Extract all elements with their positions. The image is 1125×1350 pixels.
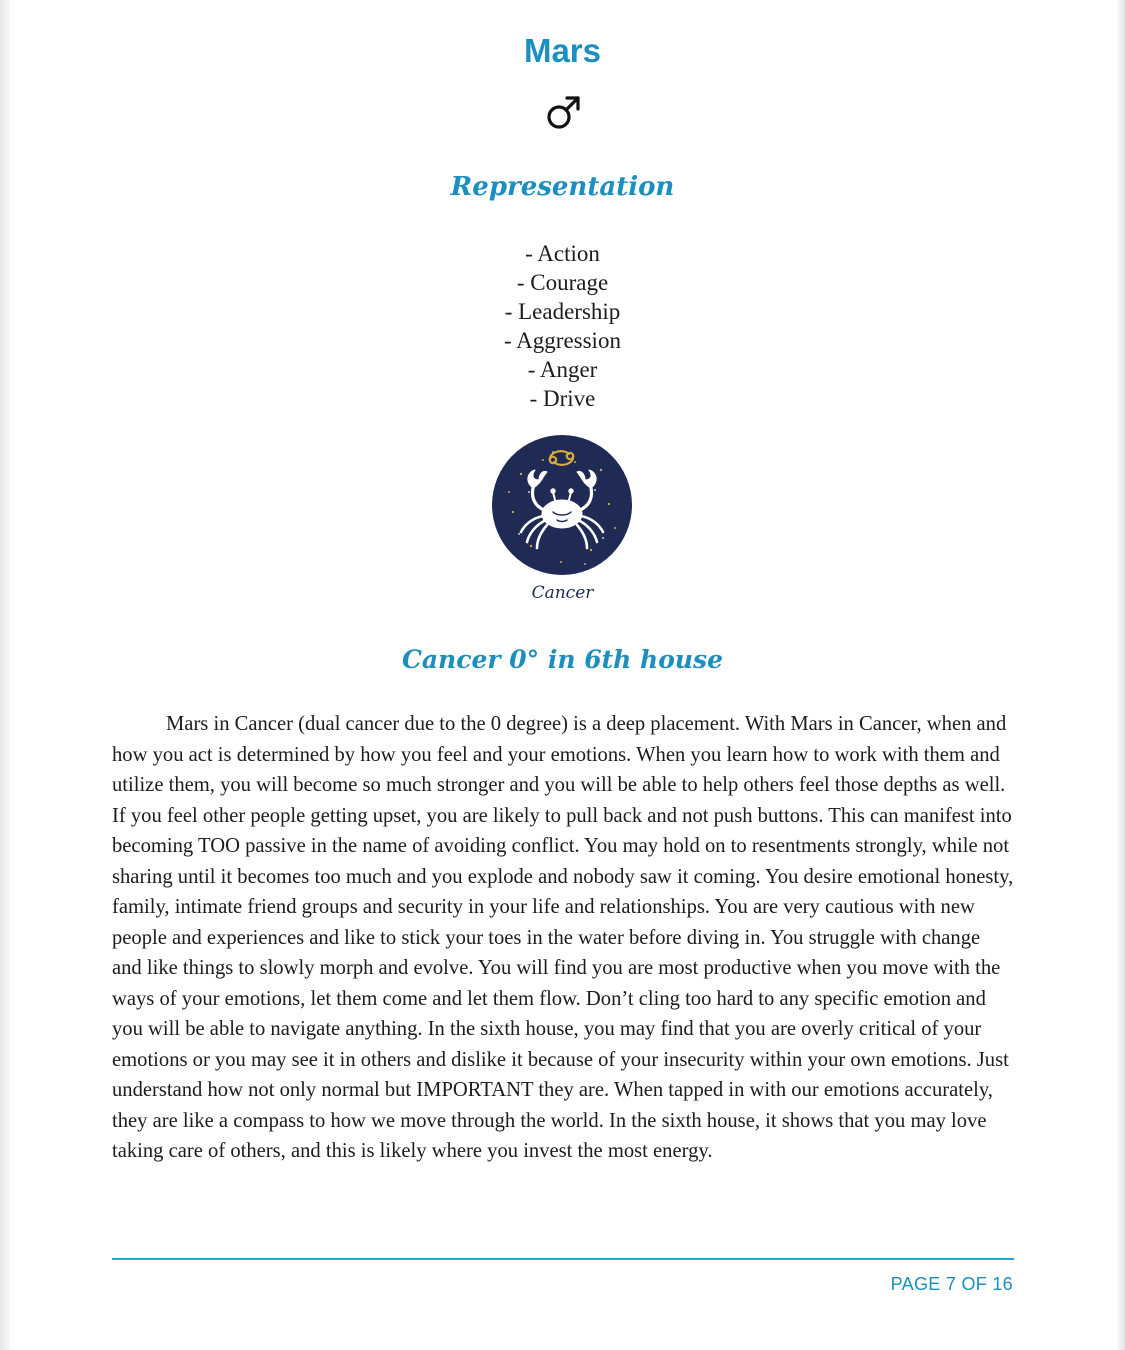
representation-heading: Representation xyxy=(450,172,675,202)
body-paragraph: Mars in Cancer (dual cancer due to the 0 degree) is a deep placement. With Mars in Cancer, when and how you act is determined by how you feel and your emotions. When you learn how to work with them and utilize them, you will become so much stronger and you will be able to help others feel those depths as well. If you feel other people getting upset, you are likely to pull back and not push buttons. This can manifest into becoming TOO passive in the name of avoiding conflict. You may hold on to resentments strongly, while not sharing until it becomes too much and you explode and nobody saw it coming. You desire emotional honesty, family, intimate friend groups and security in your life and relationships. You are very cautious with new people and experiences and like to stick your toes in the water before diving in. You struggle with change and like things to slowly morph and evolve. You will find you are most productive when you move with the ways of your emotions, let them come and let them flow. Don’t cling too hard to any specific emotion and you will be able to navigate anything. In the sixth house, you may find that you are overly critical of your emotions or you may see it in others and dislike it because of your insecurity within your own emotions. Just understand how not only normal but IMPORTANT they are. When tapped in with our emotions accurately, they are like a compass to how we move through the world. In the sixth house, it shows that you may love taking care of others, and this is likely where you invest the most energy. xyxy=(112,713,1014,1162)
page-edge-right xyxy=(1117,0,1125,1350)
placement-heading: Cancer 0° in 6th house xyxy=(401,645,724,674)
representation-item: - Action xyxy=(525,241,600,266)
representation-item: - Courage xyxy=(516,270,609,295)
page-title: Mars xyxy=(523,32,602,69)
representation-item: - Drive xyxy=(529,386,596,411)
cancer-crab-icon xyxy=(491,434,633,576)
representation-item: - Anger xyxy=(527,357,598,382)
page-number: PAGE 7 OF 16 xyxy=(890,1274,1013,1294)
mars-symbol-icon xyxy=(544,92,584,132)
representation-list xyxy=(0,239,1125,413)
page-edge-left xyxy=(0,0,10,1350)
representation-item: - Leadership xyxy=(504,299,621,324)
sign-label: Cancer xyxy=(531,583,594,603)
footer-divider xyxy=(112,1258,1014,1260)
representation-item: - Aggression xyxy=(504,328,621,353)
